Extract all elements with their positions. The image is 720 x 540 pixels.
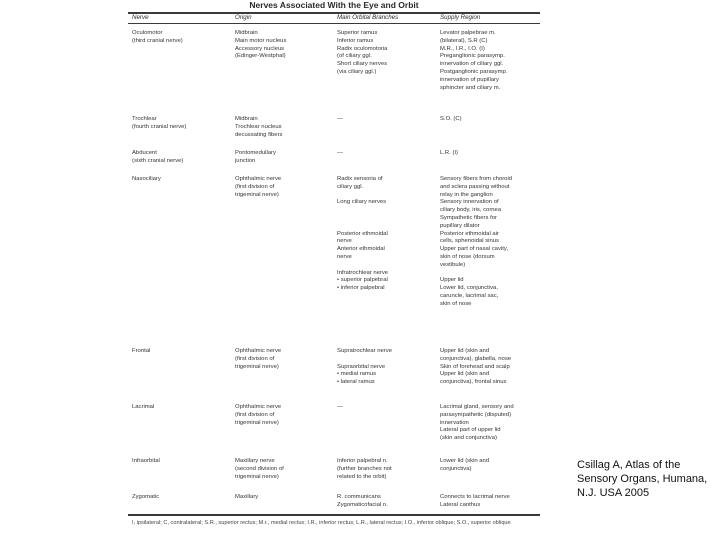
header-supply: Supply Region — [440, 14, 481, 21]
cell-branches: — — [337, 150, 343, 156]
cell-supply: Upper lid (skin and conjunctiva), glabella, nose Skin of forehead and scalp Upper lid (skin and conjunctiva), frontal sinus — [440, 348, 512, 386]
table-document — [122, 0, 546, 540]
table-title: Nerves Associated With the Eye and Orbit — [249, 0, 419, 10]
cell-branches: Superior ramus Inferior ramus Radix oculomotoria (of ciliary ggl. Short ciliary nerves (via ciliary ggl.) — [337, 30, 388, 75]
cell-origin: Ophthalmic nerve (first division of trigeminal nerve) — [235, 348, 282, 370]
cell-supply: Lower lid (skin and conjunctiva) — [440, 458, 490, 472]
cell-branches: Supratrochlear nerve Supraorbital nerve • medial ramus • lateral ramus — [337, 348, 393, 386]
bottom-rule — [128, 514, 540, 516]
header-rule — [128, 23, 540, 24]
cell-branches: Radix sensoria of ciliary ggl. Long ciliary nerves Posterior ethmoidal nerve Anterior ethmoidal nerve Infratrochlear nerve • superior palpebral • inferior palpebral — [337, 176, 389, 292]
cell-origin: Ophthalmic nerve (first division of trigeminal nerve) — [235, 404, 282, 426]
cell-supply: Sensory fibers from choroid and sclera passing without relay in the ganglion Sensory innervation of ciliary body, iris, cornea Sympathetic fibers for pupillary dilator Posterior ethmoidal air cells, sphenoidal sinus Upper part of nasal cavity, skin of nose (dorsum vestibule) Upper lid Lower lid, conjunctiva, caruncle, lacrimal sac, skin of nose — [440, 176, 513, 307]
cell-origin: Ophthalmic nerve (first division of trigeminal nerve) — [235, 176, 282, 198]
cell-branches: — — [337, 404, 343, 410]
cell-supply: Lacrimal gland, sensory and parasympathetic (disputed) innervation Lateral part of upper lid (skin and conjunctiva) — [440, 404, 514, 442]
cell-nerve: Nasociliary — [132, 176, 161, 182]
cell-supply: Connects to lacrimal nerve Lateral canthus — [440, 494, 510, 508]
cell-nerve: Frontal — [132, 348, 151, 354]
cell-branches: R. communicans Zygomaticofacial n. — [337, 494, 388, 508]
cell-origin: Maxillary — [235, 494, 259, 500]
cell-nerve: Zygomatic — [132, 494, 160, 500]
header-branches: Main Orbital Branches — [337, 14, 399, 21]
cell-nerve: Trochlear (fourth cranial nerve) — [132, 116, 187, 130]
cell-supply: Levator palpebrae m. (bilateral), S.R (C) M.R., I.R., I.O. (I) Preganglionic parasymp. innervation of ciliary ggl. Postganglionic parasymp. innervation of pupillary sphincter and ciliary m. — [440, 30, 508, 91]
cell-nerve: Infraorbital — [132, 458, 160, 464]
cell-supply: S.O. (C) — [440, 116, 462, 122]
cell-nerve: Abducent (sixth cranial nerve) — [132, 150, 184, 164]
header-origin: Origin — [235, 14, 252, 21]
cell-origin: Midbrain Main motor nucleus Accessory nucleus (Edinger-Westphal) — [235, 30, 287, 60]
cell-branches: Inferior palpebral n. (further branches not related to the orbit) — [337, 458, 392, 480]
cell-nerve: Lacrimal — [132, 404, 155, 410]
cell-origin: Pontomedullary junction — [235, 150, 276, 164]
footnote: I, ipsilateral; C, contralateral; S.R., superior rectus; M.r., medial rectus; I.R., inferior rectus; L.R., lateral rectus; I.O., inferior oblique; S.O., superior oblique — [132, 520, 511, 526]
cell-origin: Maxillary nerve (second division of trigeminal nerve) — [235, 458, 284, 480]
title-bar — [128, 0, 540, 12]
cell-branches: — — [337, 116, 343, 122]
cell-origin: Midbrain Trochlear nucleus decussating fibers — [235, 116, 283, 138]
cell-nerve: Oculomotor (third cranial nerve) — [132, 30, 183, 44]
source-caption: Csillag A, Atlas of the Sensory Organs, Humana, N.J. USA 2005 — [577, 459, 708, 499]
cell-supply: L.R. (I) — [440, 150, 458, 156]
header-nerve: Nerve — [132, 14, 149, 21]
